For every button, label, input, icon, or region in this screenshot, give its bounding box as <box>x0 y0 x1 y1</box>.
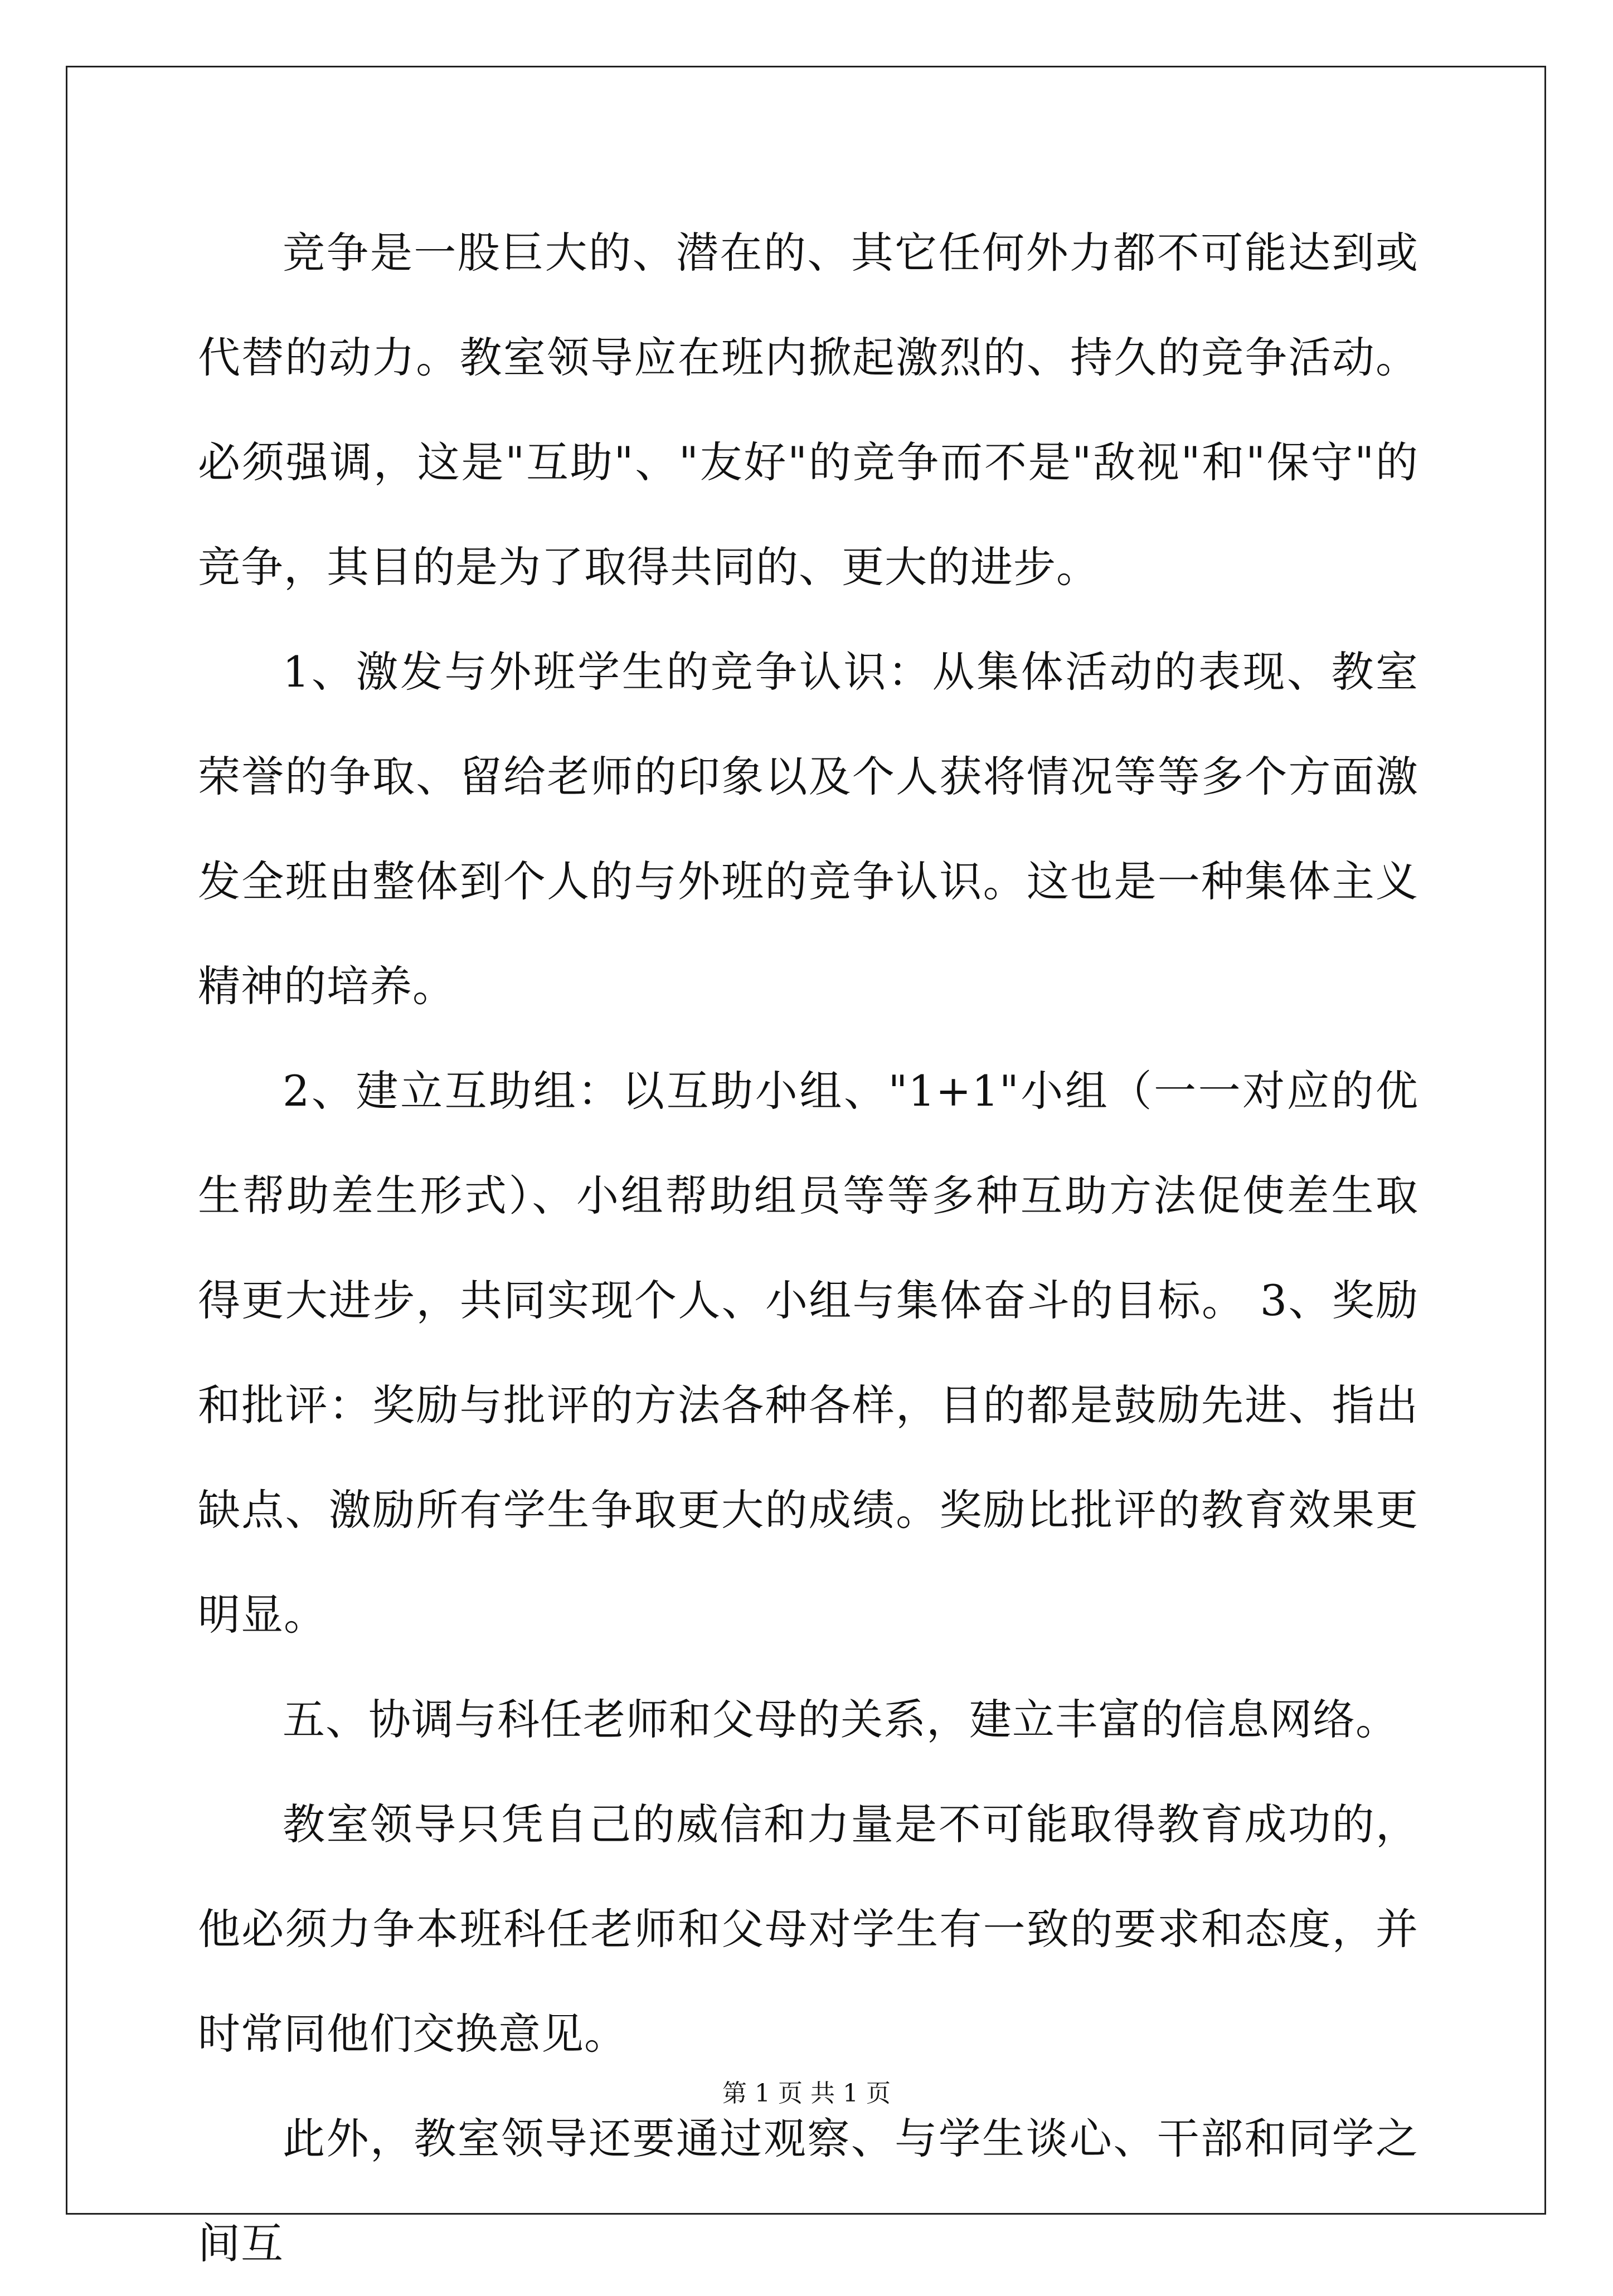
paragraph-additional: 此外，教室领导还要通过观察、与学生谈心、干部和同学之间互 <box>198 2114 1418 2268</box>
document-body <box>198 201 1418 2296</box>
paragraph-coordination: 教室领导只凭自己的威信和力量是不可能取得教育成功的，他必须力争本班科任老师和父母对学生有一致的要求和态度，并时常同他们交换意见。 <box>198 1799 1418 2059</box>
page-number-footer: 第 1 页 共 1 页 <box>722 2079 891 2108</box>
paragraph-item-2-3: 2、建立互助组：以互助小组、"1+1"小组（一一对应的优生帮助差生形式）、小组帮助组员等等多种互助方法促使差生取得更大进步，共同实现个人、小组与集体奋斗的目标。 3、奖励和批评：奖励与批评的方法各种各样，目的都是鼓励先进、指出缺点、激励所有学生争取更大的成绩。奖励比批评的教育效果更明显。 <box>198 1066 1418 1640</box>
paragraph-competition-intro: 竞争是一股巨大的、潜在的、其它任何外力都不可能达到或代替的动力。教室领导应在班内掀起激烈的、持久的竞争活动。必须强调，这是"互助"、"友好"的竞争而不是"敌视"和"保守"的竞争，其目的是为了取得共同的、更大的进步。 <box>198 228 1418 592</box>
section-heading-5: 五、协调与科任老师和父母的关系，建立丰富的信息网络。 <box>283 1695 1398 1744</box>
paragraph-item-1: 1、激发与外班学生的竞争认识：从集体活动的表现、教室荣誉的争取、留给老师的印象以及个人获将情况等等多个方面激发全班由整体到个人的与外班的竞争认识。这也是一种集体主义精神的培养。 <box>198 647 1418 1011</box>
